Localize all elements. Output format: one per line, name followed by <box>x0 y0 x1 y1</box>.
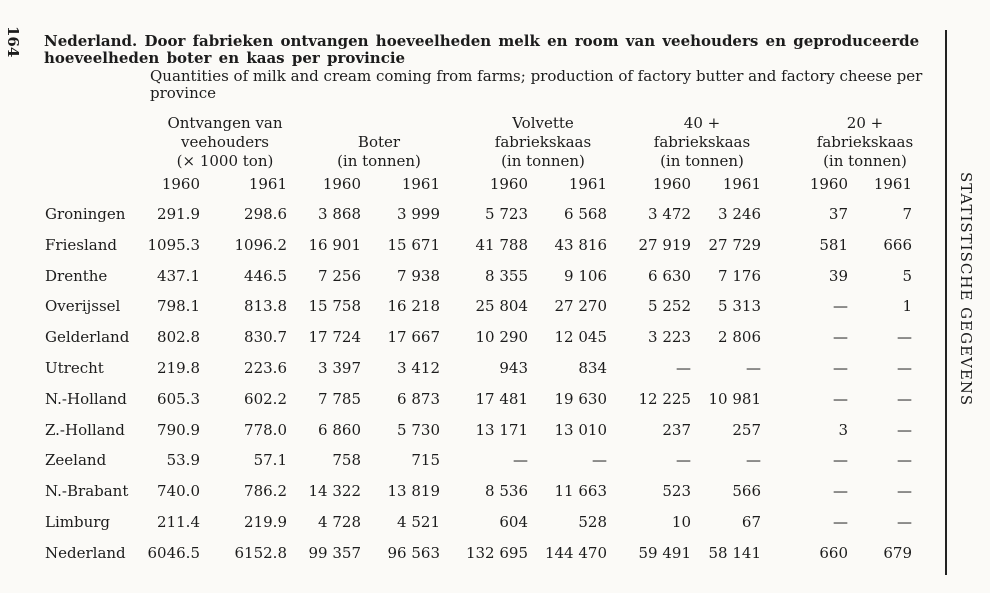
table-cell: 59 491 <box>638 543 691 562</box>
table-cell: 8 355 <box>485 266 528 285</box>
table-cell: 43 816 <box>554 235 607 254</box>
table-cell: 37 <box>828 205 848 223</box>
table-cell: 39 <box>828 266 848 285</box>
table-cell: — <box>897 359 912 377</box>
table-cell: 6 568 <box>564 205 607 223</box>
table-cell: 257 <box>732 420 761 439</box>
table-cell: 758 <box>332 451 361 470</box>
table-cell: 7 176 <box>718 266 761 285</box>
table-title-dutch: Nederland. Door fabrieken ontvangen hoeveelheden melk en room van veehouders en geproduceerde hoeveelheden boter en kaas per provincie <box>44 32 920 67</box>
table-cell: 5 313 <box>718 297 761 316</box>
table-cell: 15 671 <box>387 235 440 254</box>
province-name: Limburg <box>45 513 111 531</box>
province-name: Overijssel <box>45 297 121 316</box>
table-cell: 219.9 <box>244 513 287 531</box>
table-cell: — <box>833 513 848 531</box>
year-header: 1960 <box>322 175 361 193</box>
table-cell: — <box>833 297 848 316</box>
table-cell: 132 695 <box>465 543 528 562</box>
table-cell: 3 223 <box>648 328 691 347</box>
table-cell: 17 481 <box>475 389 528 408</box>
column-group-header: 40 + fabriekskaas (in tonnen) <box>653 114 751 170</box>
table-cell: 715 <box>411 451 440 470</box>
table-cell: 41 788 <box>475 235 528 254</box>
table-cell: 3 999 <box>397 205 440 223</box>
table-cell: 3 868 <box>318 205 361 223</box>
table-title-english: Quantities of milk and cream coming from farms; production of factory butter and factory cheese per province <box>150 67 923 102</box>
table-cell: 830.7 <box>244 328 287 347</box>
table-cell: 19 630 <box>554 389 607 408</box>
table-cell: 291.9 <box>157 205 200 223</box>
vertical-rule <box>945 30 947 575</box>
table-cell: 13 010 <box>554 420 607 439</box>
province-name: N.-Brabant <box>45 482 129 501</box>
table-cell: 3 397 <box>318 359 361 377</box>
table-cell: 96 563 <box>387 543 440 562</box>
table-cell: — <box>833 389 848 408</box>
table-cell: 14 322 <box>308 482 361 501</box>
table-cell: 17 724 <box>308 328 361 347</box>
table-cell: 10 981 <box>708 389 761 408</box>
table-cell: — <box>676 359 691 377</box>
table-cell: 144 470 <box>544 543 607 562</box>
table-cell: 9 106 <box>564 266 607 285</box>
table-cell: 1096.2 <box>234 235 287 254</box>
year-header: 1960 <box>161 175 200 193</box>
table-cell: 211.4 <box>157 513 200 531</box>
province-name: Gelderland <box>45 328 130 347</box>
table-cell: 2 806 <box>718 328 761 347</box>
table-cell: 4 728 <box>318 513 361 531</box>
year-header: 1961 <box>722 175 761 193</box>
table-cell: 666 <box>883 235 912 254</box>
column-group-header: Boter (in tonnen) <box>337 133 421 170</box>
province-name: N.-Holland <box>45 389 127 408</box>
table-cell: 10 <box>671 513 691 531</box>
table-cell: 523 <box>662 482 691 501</box>
table-cell: 16 218 <box>387 297 440 316</box>
table-cell: — <box>746 359 761 377</box>
year-header: 1961 <box>401 175 440 193</box>
table-cell: — <box>513 451 528 470</box>
province-name: Drenthe <box>45 266 108 285</box>
table-cell: 437.1 <box>157 266 200 285</box>
table-cell: 834 <box>578 359 607 377</box>
table-row <box>0 328 945 358</box>
table-cell: — <box>897 420 912 439</box>
table-cell: — <box>592 451 607 470</box>
table-cell: 67 <box>741 513 761 531</box>
table-cell: 679 <box>883 543 912 562</box>
table-cell: 7 <box>902 205 912 223</box>
table-cell: 7 938 <box>397 266 440 285</box>
table-cell: 7 785 <box>318 389 361 408</box>
table-cell: 12 045 <box>554 328 607 347</box>
column-group-header: Ontvangen van veehouders (× 1000 ton) <box>167 114 283 170</box>
province-name: Z.-Holland <box>45 420 125 439</box>
province-name: Nederland <box>45 543 126 562</box>
table-cell: 3 412 <box>397 359 440 377</box>
table-cell: 27 919 <box>638 235 691 254</box>
table-cell: 25 804 <box>475 297 528 316</box>
table-cell: 4 521 <box>397 513 440 531</box>
table-cell: — <box>897 451 912 470</box>
table-cell: 223.6 <box>244 359 287 377</box>
table-cell: 57.1 <box>253 451 287 470</box>
table-cell: 5 252 <box>648 297 691 316</box>
table-cell: 943 <box>499 359 528 377</box>
table-cell: 5 730 <box>397 420 440 439</box>
table-cell: 6 630 <box>648 266 691 285</box>
table-cell: 1 <box>902 297 912 316</box>
table-cell: 798.1 <box>157 297 200 316</box>
table-cell: 446.5 <box>244 266 287 285</box>
table-cell: 604 <box>499 513 528 531</box>
table-cell: 15 758 <box>308 297 361 316</box>
table-cell: 6046.5 <box>147 543 200 562</box>
column-group-header: Volvette fabriekskaas (in tonnen) <box>494 114 592 170</box>
table-cell: 802.8 <box>157 328 200 347</box>
table-cell: 6 873 <box>397 389 440 408</box>
year-header: 1961 <box>248 175 287 193</box>
table-cell: 6152.8 <box>234 543 287 562</box>
table-cell: 1095.3 <box>147 235 200 254</box>
table-cell: 740.0 <box>157 482 200 501</box>
table-cell: 13 171 <box>475 420 528 439</box>
table-cell: 298.6 <box>244 205 287 223</box>
table-cell: 813.8 <box>244 297 287 316</box>
table-cell: 10 290 <box>475 328 528 347</box>
table-row <box>0 451 945 481</box>
table-cell: 13 819 <box>387 482 440 501</box>
table-cell: 27 729 <box>708 235 761 254</box>
table-cell: 786.2 <box>244 482 287 501</box>
table-row <box>0 544 945 574</box>
table-row <box>0 297 945 327</box>
table-row <box>0 482 945 512</box>
table-cell: 8 536 <box>485 482 528 501</box>
year-header: 1960 <box>489 175 528 193</box>
table-cell: 27 270 <box>554 297 607 316</box>
table-cell: 605.3 <box>157 389 200 408</box>
table-cell: 237 <box>662 420 691 439</box>
year-header: 1961 <box>568 175 607 193</box>
page-number: 164 <box>4 26 22 58</box>
table-row <box>0 513 945 543</box>
province-name: Zeeland <box>45 451 107 470</box>
year-header: 1961 <box>873 175 912 193</box>
table-cell: 3 472 <box>648 205 691 223</box>
table-cell: 790.9 <box>157 420 200 439</box>
province-name: Friesland <box>45 235 117 254</box>
table-cell: — <box>897 482 912 501</box>
province-name: Utrecht <box>45 359 104 377</box>
table-row <box>0 359 945 389</box>
table-cell: 17 667 <box>387 328 440 347</box>
table-cell: 12 225 <box>638 389 691 408</box>
table-cell: 581 <box>819 235 848 254</box>
table-cell: — <box>676 451 691 470</box>
table-cell: 3 <box>838 420 848 439</box>
table-row <box>0 267 945 297</box>
table-row <box>0 390 945 420</box>
column-group-header: 20 + fabriekskaas (in tonnen) <box>816 114 914 170</box>
side-label: STATISTISCHE GEGEVENS <box>957 172 975 407</box>
table-cell: — <box>833 359 848 377</box>
province-name: Groningen <box>45 205 126 223</box>
table-cell: 3 246 <box>718 205 761 223</box>
table-cell: — <box>897 328 912 347</box>
table-cell: 660 <box>819 543 848 562</box>
table-cell: — <box>833 451 848 470</box>
table-cell: 602.2 <box>244 389 287 408</box>
table-cell: 58 141 <box>708 543 761 562</box>
table-cell: 6 860 <box>318 420 361 439</box>
table-cell: 99 357 <box>308 543 361 562</box>
table-row <box>0 421 945 451</box>
table-cell: 566 <box>732 482 761 501</box>
table-cell: 528 <box>578 513 607 531</box>
table-cell: 219.8 <box>157 359 200 377</box>
table-row <box>0 236 945 266</box>
table-cell: — <box>746 451 761 470</box>
table-cell: 5 723 <box>485 205 528 223</box>
table-cell: — <box>833 328 848 347</box>
table-cell: — <box>897 389 912 408</box>
table-cell: 11 663 <box>554 482 607 501</box>
year-header: 1960 <box>809 175 848 193</box>
table-cell: 5 <box>902 266 912 285</box>
table-cell: — <box>833 482 848 501</box>
table-cell: 778.0 <box>244 420 287 439</box>
table-cell: 16 901 <box>308 235 361 254</box>
table-cell: — <box>897 513 912 531</box>
table-cell: 53.9 <box>166 451 200 470</box>
year-header: 1960 <box>652 175 691 193</box>
table-row <box>0 205 945 235</box>
table-cell: 7 256 <box>318 266 361 285</box>
